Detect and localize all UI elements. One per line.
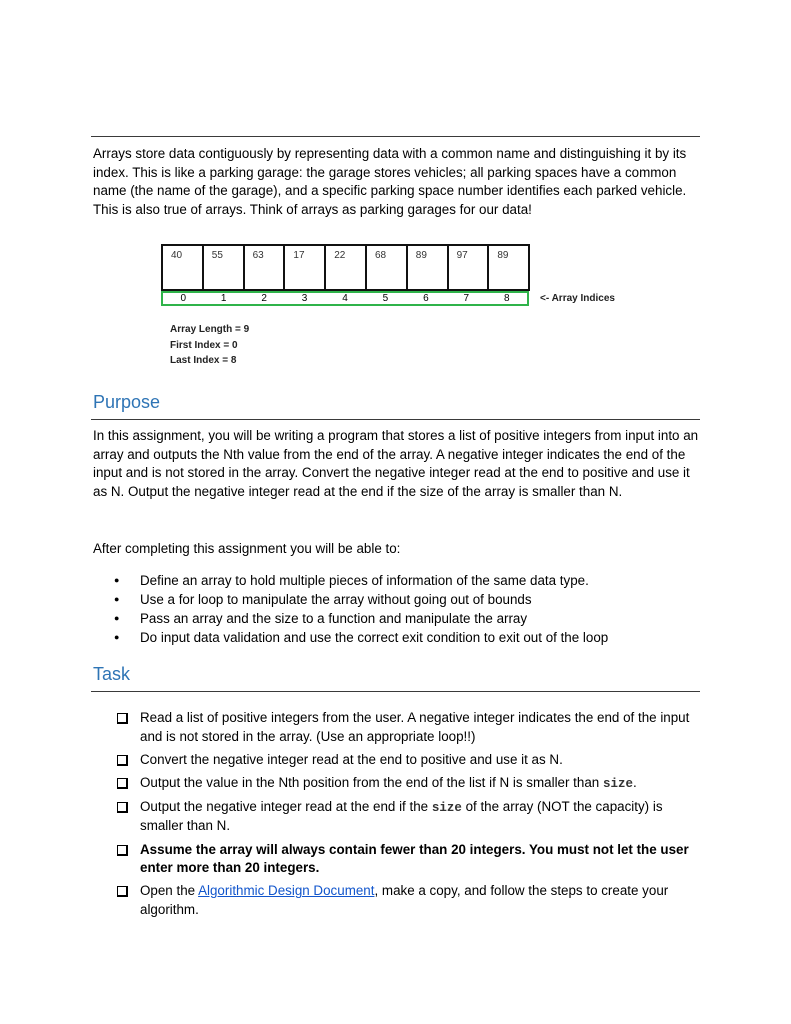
checkbox-icon[interactable] — [117, 755, 128, 766]
array-index: 5 — [382, 293, 389, 304]
array-cell: 22 — [326, 246, 367, 289]
array-cell: 55 — [204, 246, 245, 289]
array-cell: 17 — [285, 246, 326, 289]
list-item: ● Do input data validation and use the correct exit condition to exit out of the loop — [93, 628, 703, 647]
array-cell: 97 — [449, 246, 490, 289]
task-item: Assume the array will always contain fewer than 20 integers. You must not let the user enter more than 20 integers. — [93, 841, 705, 878]
array-diagram — [161, 244, 530, 291]
array-cell: 40 — [163, 246, 204, 289]
checkbox-icon[interactable] — [117, 886, 128, 897]
purpose-heading: Purpose — [93, 392, 161, 412]
array-index: 8 — [503, 293, 510, 304]
checkbox-icon[interactable] — [117, 802, 128, 813]
objectives-list — [93, 571, 703, 647]
divider — [91, 419, 700, 420]
list-item: ● Pass an array and the size to a function and manipulate the array — [93, 609, 703, 628]
list-item: ● Define an array to hold multiple pieces of information of the same data type. — [93, 571, 703, 590]
intro-paragraph: Arrays store data contiguously by representing data with a common name and distinguishing it by its index. This is like a parking garage: the garage stores vehicles; all parking spaces have a common name (the name of the garage), and a specific parking space number identifies each parked vehicle. This is also true of arrays. Think of arrays as parking garages for our data! — [93, 146, 687, 217]
last-index: Last Index = 8 — [170, 355, 237, 366]
algorithmic-design-document-link[interactable]: Algorithmic Design Document — [198, 883, 375, 899]
checkbox-icon[interactable] — [117, 845, 128, 856]
array-cell: 63 — [245, 246, 286, 289]
task-item: Read a list of positive integers from the user. A negative integer indicates the end of the input and is not stored in the array. (Use an appropriate loop!!) — [93, 709, 705, 746]
array-index: 7 — [463, 293, 470, 304]
array-index: 6 — [423, 293, 429, 304]
task-item: Open the Algorithmic Design Document, make a copy, and follow the steps to create your algorithm. — [93, 882, 705, 919]
first-index: First Index = 0 — [170, 339, 238, 351]
list-item: ● Use a for loop to manipulate the array without going out of bounds — [93, 590, 703, 609]
task-item: Output the value in the Nth position from the end of the list if N is smaller than size. — [93, 774, 705, 794]
purpose-paragraph: In this assignment, you will be writing a program that stores a list of positive integers from input into an array and outputs the Nth value from the end of the array. A negative integer indicates the end of the input and is not stored in the array. Convert the negative integer read at the end to positive and use it as N. Output the negative integer read at the end if the size of the array is smaller than N. — [93, 428, 699, 499]
task-item: Convert the negative integer read at the end to positive and use it as N. — [93, 751, 705, 770]
task-checklist — [93, 709, 705, 924]
indices-label: <- Array Indices — [540, 293, 615, 304]
divider — [91, 691, 700, 692]
array-cell: 89 — [408, 246, 449, 289]
array-index: 4 — [342, 293, 348, 304]
task-item: Output the negative integer read at the end if the size of the array (NOT the capacity) is smaller than N. — [93, 798, 705, 836]
array-length: Array Length = 9 — [170, 324, 250, 335]
array-cell: 68 — [367, 246, 408, 289]
array-index: 2 — [261, 293, 267, 304]
task-heading: Task — [93, 664, 131, 684]
array-indices — [161, 291, 529, 306]
array-index: 3 — [301, 293, 308, 304]
checkbox-icon[interactable] — [117, 778, 128, 789]
divider — [91, 136, 700, 137]
array-index: 1 — [220, 293, 227, 304]
checkbox-icon[interactable] — [117, 713, 128, 724]
after-text: After completing this assignment you will be able to: — [93, 541, 401, 556]
array-index: 0 — [180, 293, 186, 304]
array-cell: 89 — [489, 246, 530, 289]
